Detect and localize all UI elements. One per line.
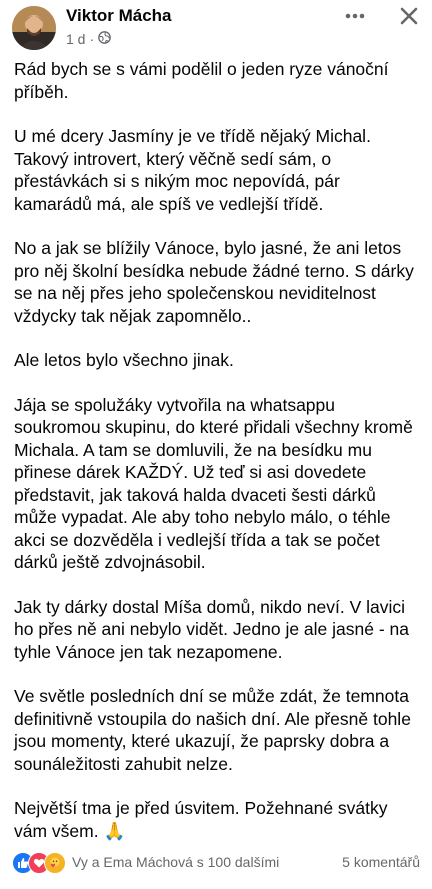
post-header (0, 0, 432, 58)
post-body (14, 58, 418, 842)
meta-separator: · (89, 31, 95, 47)
more-dots-icon (345, 13, 365, 19)
post-paragraph: No a jak se blížily Vánoce, bylo jasné, že ani letos pro něj školní besídka nebude žádné terno. S dárky se na něj přes jeho společenskou neviditelnost vždycky tak nějak zapomnělo.. (14, 238, 414, 326)
globe-icon (98, 31, 111, 47)
more-options-button[interactable] (340, 4, 370, 28)
post-paragraph: U mé dcery Jasmíny je ve třídě nějaký Michal. Takový introvert, který věčně sedí sám, o přestávkách si s nikým moc nepovídá, pár kamarádů má, ale spíš ve vedlejší třídě. (14, 126, 371, 214)
care-icon (44, 852, 66, 874)
post-paragraph: Rád bych se s vámi podělil o jeden ryze vánoční příběh. (14, 59, 389, 102)
post-time[interactable]: 1 d (66, 31, 86, 47)
author-avatar[interactable] (12, 6, 56, 50)
reaction-icons[interactable] (12, 852, 68, 874)
post-footer (0, 848, 432, 878)
close-icon (399, 6, 419, 26)
post-paragraph: Ale letos bylo všechno jinak. (14, 350, 234, 370)
author-name[interactable]: Viktor Mácha (66, 6, 172, 25)
close-button[interactable] (394, 2, 424, 30)
post-meta (66, 30, 111, 48)
post-paragraph: Jája se spolužáky vytvořila na whatsappu soukromou skupinu, do které přidali všechny kromě Michala. A tam se domluvili, že na besídku mu přinese dárek KAŽDÝ. Už teď si asi dovedete představit, jak taková halda dvaceti šesti dárků může vypadat. Ale aby toho nebylo málo, o téhle akci se dozvěděla i vedlejší třída a tak se počet dárků ještě zdvojnásobil. (14, 394, 413, 572)
reaction-summary[interactable]: Vy a Ema Máchová s 100 dalšími (72, 854, 280, 870)
post-paragraph: Jak ty dárky dostal Míša domů, nikdo neví. V lavici ho přes ně ani nebylo vidět. Jedno je ale jasné - na tyhle Vánoce jen tak nezapomene. (14, 596, 409, 662)
comments-count[interactable]: 5 komentářů (342, 854, 420, 870)
post-closing: Největší tma je před úsvitem. Požehnané svátky vám všem. 🙏 (14, 798, 388, 841)
avatar-image (12, 6, 56, 50)
post-paragraph: Ve světle posledních dní se může zdát, že temnota definitivně vstoupila do našich dní. Ale přesně tohle jsou momenty, které ukazují, že paprsky dobra a sounáležitosti zahubit nelze. (14, 686, 411, 774)
